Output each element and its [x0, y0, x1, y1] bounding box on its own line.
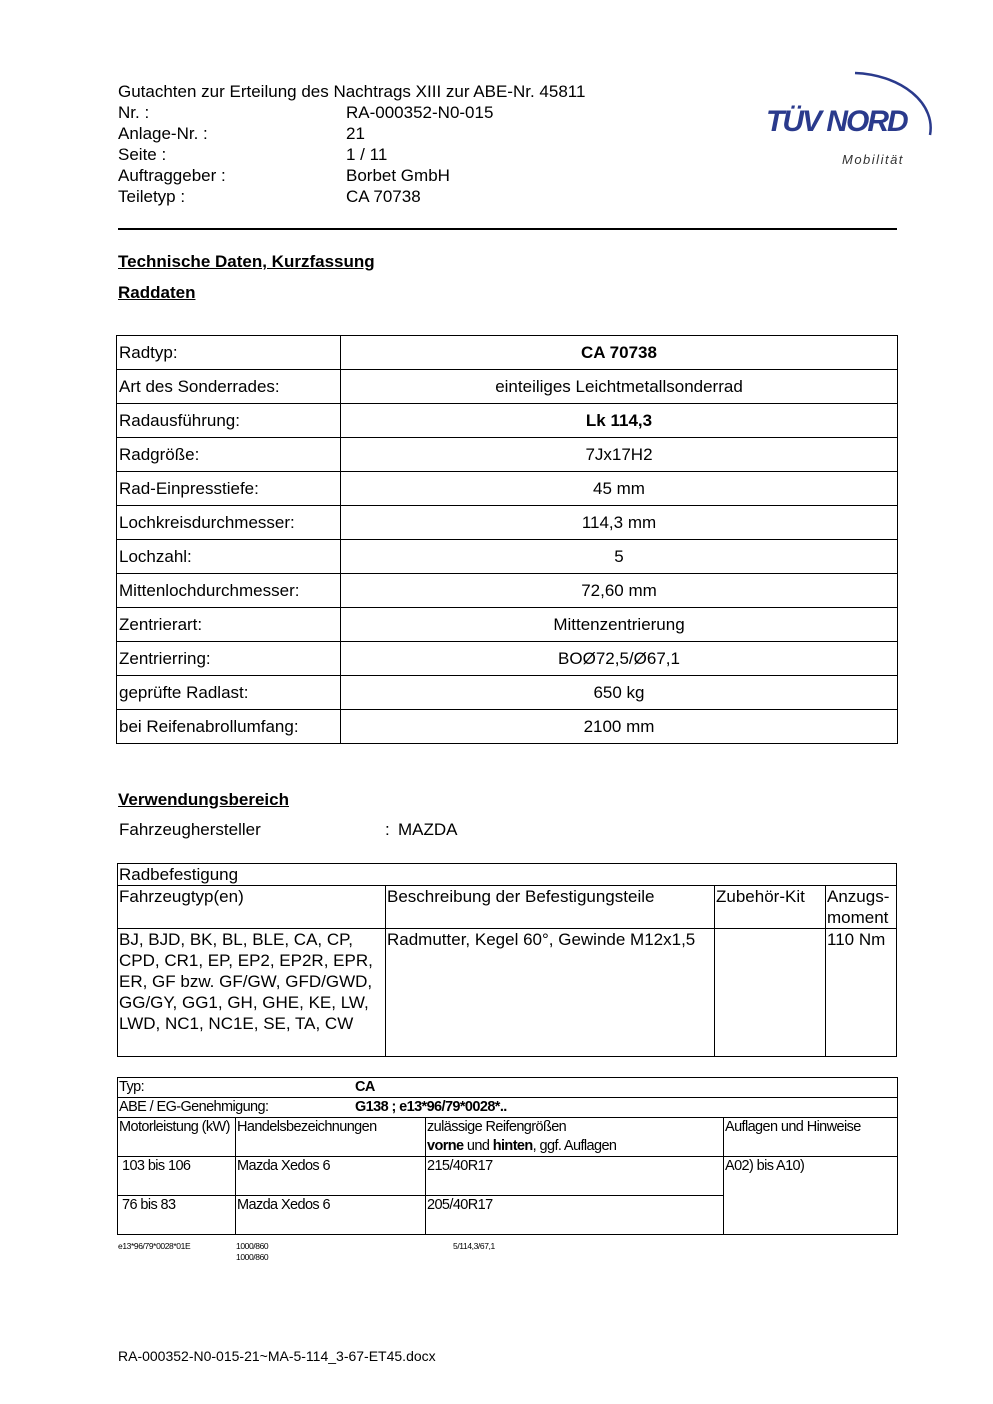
document-header: [118, 81, 718, 207]
row-label: Zentrierring:: [117, 642, 341, 676]
row-label: Radausführung:: [117, 404, 341, 438]
row-value: 114,3 mm: [341, 506, 898, 540]
row-label: Mittenlochdurchmesser:: [117, 574, 341, 608]
header-part: hinten: [492, 1138, 533, 1154]
field-label: Teiletyp :: [118, 187, 186, 206]
table-row: [117, 574, 898, 608]
table-row: [117, 710, 898, 744]
table-row: [117, 540, 898, 574]
typ-row: [118, 1078, 898, 1098]
typ-table: [117, 1077, 898, 1235]
field-value: RA-000352-N0-015: [346, 103, 494, 122]
reifen-cell: 215/40R17: [426, 1157, 724, 1196]
row-label: Radgröße:: [117, 438, 341, 472]
row-value: 45 mm: [341, 472, 898, 506]
header-part: vorne: [427, 1138, 464, 1154]
table-row: [117, 404, 898, 438]
table-row: [118, 1118, 898, 1157]
row-label: Zentrierart:: [117, 608, 341, 642]
table-row: [117, 676, 898, 710]
table-row: [117, 642, 898, 676]
motor-cell: 76 bis 83: [118, 1196, 236, 1235]
field-label: Auftraggeber :: [118, 166, 226, 185]
table-row: [117, 506, 898, 540]
beschreibung-cell: Radmutter, Kegel 60°, Gewinde M12x1,5: [386, 929, 715, 1057]
reifen-cell: 205/40R17: [426, 1196, 724, 1235]
anzugsmoment-cell: 110 Nm: [826, 929, 897, 1057]
row-value: 650 kg: [341, 676, 898, 710]
column-header: Auflagen und Hinweise: [724, 1118, 898, 1157]
row-value: BOØ72,5/Ø67,1: [341, 642, 898, 676]
field-value: Borbet GmbH: [346, 166, 450, 185]
befestigung-table: [117, 863, 897, 1057]
table-row: [118, 1098, 898, 1118]
table-title: Radbefestigung: [118, 864, 897, 886]
row-label: geprüfte Radlast:: [117, 676, 341, 710]
abe-row: [118, 1098, 898, 1118]
row-value: 2100 mm: [341, 710, 898, 744]
hersteller-value: MAZDA: [398, 820, 458, 839]
field-label: Seite :: [118, 145, 167, 164]
table-row: [117, 438, 898, 472]
typ-value: CA: [355, 1079, 375, 1095]
handel-cell: Mazda Xedos 6: [236, 1157, 426, 1196]
header-part: , ggf. Auflagen: [532, 1138, 617, 1154]
footer-filename: RA-000352-N0-015-21~MA-5-114_3-67-ET45.docx: [118, 1348, 436, 1364]
row-label: Rad-Einpresstiefe:: [117, 472, 341, 506]
row-value: Mittenzentrierung: [341, 608, 898, 642]
typ-label: Typ:: [119, 1079, 144, 1095]
field-label: Anlage-Nr. :: [118, 124, 208, 143]
auflagen-cell: A02) bis A10): [724, 1157, 898, 1235]
handel-cell: Mazda Xedos 6: [236, 1196, 426, 1235]
column-header: Handelsbezeichnungen: [236, 1118, 426, 1157]
column-header: Fahrzeugtyp(en): [118, 886, 386, 929]
row-label: Lochkreisdurchmesser:: [117, 506, 341, 540]
row-label: bei Reifenabrollumfang:: [117, 710, 341, 744]
zubehoer-cell: [715, 929, 826, 1057]
logo-sub: Mobilität: [842, 152, 904, 167]
foot-approval: e13*96/79*0028*01E: [118, 1241, 191, 1251]
row-label: Art des Sonderrades:: [117, 370, 341, 404]
fahrzeugtypen-cell: BJ, BJD, BK, BL, BLE, CA, CP, CPD, CR1, EP, EP2, EP2R, EPR, ER, GF bzw. GF/GW, GFD/GWD, GG/GY, GG1, GH, GHE, KE, LW, LWD, NC1, NC1E, SE, TA, CW: [118, 929, 386, 1057]
abe-label: ABE / EG-Genehmigung:: [119, 1099, 269, 1115]
column-header-reifen: [426, 1118, 724, 1157]
raddaten-table: [116, 335, 898, 744]
header-part: Anzugs-: [827, 887, 890, 906]
table-row: [117, 370, 898, 404]
table-row: [118, 929, 897, 1057]
document-title: Gutachten zur Erteilung des Nachtrags XIII zur ABE-Nr. 45811: [118, 82, 586, 101]
foot-spec: 5/114,3/67,1: [453, 1241, 495, 1251]
hersteller-sep: :: [385, 820, 390, 839]
section-title-verwendung: Verwendungsbereich: [118, 790, 289, 809]
abe-value: G138 ; e13*96/79*0028*..: [355, 1099, 507, 1115]
field-value: 1 / 11: [346, 145, 388, 164]
row-label: Radtyp:: [117, 336, 341, 370]
column-header-moment: [826, 886, 897, 929]
column-header: Zubehör-Kit: [715, 886, 826, 929]
row-value: 72,60 mm: [341, 574, 898, 608]
logo-brand: TÜV NORD: [766, 105, 907, 138]
column-header: Beschreibung der Befestigungsteile: [386, 886, 715, 929]
column-header: Motorleistung (kW): [118, 1118, 236, 1157]
tuv-nord-logo: [760, 55, 945, 175]
header-divider: [118, 228, 897, 230]
table-row: [118, 886, 897, 929]
row-value: 5: [341, 540, 898, 574]
row-value: CA 70738: [341, 336, 898, 370]
row-value: 7Jx17H2: [341, 438, 898, 472]
foot-load-2: 1000/860: [236, 1252, 269, 1262]
table-row: [117, 472, 898, 506]
section-title-raddaten: Raddaten: [118, 283, 196, 302]
field-value: 21: [346, 124, 365, 143]
section-title-tech: Technische Daten, Kurzfassung: [118, 252, 375, 271]
table-row: [118, 864, 897, 886]
table-row: [118, 1157, 898, 1196]
hersteller-label: Fahrzeughersteller: [119, 820, 261, 839]
table-row: [117, 608, 898, 642]
row-label: Lochzahl:: [117, 540, 341, 574]
field-label: Nr. :: [118, 103, 150, 122]
row-value: Lk 114,3: [341, 404, 898, 438]
foot-load-1: 1000/860: [236, 1241, 269, 1251]
header-part: und: [463, 1138, 493, 1154]
field-value: CA 70738: [346, 187, 421, 206]
table-row: [117, 336, 898, 370]
header-part: moment: [827, 908, 889, 927]
row-value: einteiliges Leichtmetallsonderrad: [341, 370, 898, 404]
table-row: [118, 1078, 898, 1098]
motor-cell: 103 bis 106: [118, 1157, 236, 1196]
header-part: zulässige Reifengrößen: [427, 1119, 567, 1135]
